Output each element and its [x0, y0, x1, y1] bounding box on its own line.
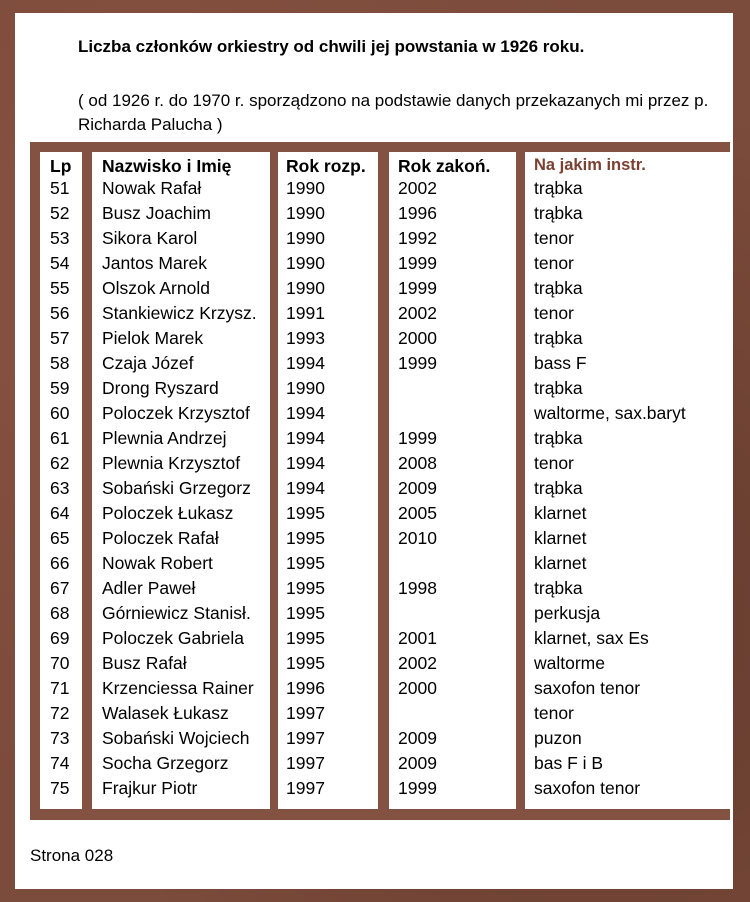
cell-name: Plewnia Krzysztof — [102, 453, 241, 473]
cell-lp: 56 — [50, 303, 70, 323]
cell-start-year: 1990 — [286, 253, 325, 273]
cell-name: Sikora Karol — [102, 228, 198, 248]
cell-lp: 51 — [50, 178, 70, 198]
cell-lp: 57 — [50, 328, 70, 348]
cell-lp: 60 — [50, 403, 70, 423]
cell-lp: 66 — [50, 553, 70, 573]
cell-end-year: 1999 — [398, 428, 437, 448]
cell-instrument: klarnet, sax Es — [534, 628, 649, 648]
cell-instrument: waltorme — [534, 653, 605, 673]
cell-start-year: 1995 — [286, 503, 325, 523]
cell-instrument: trąbka — [534, 478, 583, 498]
cell-end-year: 2010 — [398, 528, 437, 548]
cell-lp: 70 — [50, 653, 70, 673]
cell-lp: 58 — [50, 353, 70, 373]
cell-instrument: tenor — [534, 303, 574, 323]
cell-end-year: 1999 — [398, 278, 437, 298]
cell-instrument: tenor — [534, 228, 574, 248]
cell-name: Czaja Józef — [102, 353, 194, 373]
cell-instrument: waltorme, sax.baryt — [534, 403, 686, 423]
cell-name: Olszok Arnold — [102, 278, 210, 298]
cell-start-year: 1995 — [286, 528, 325, 548]
cell-instrument: tenor — [534, 253, 574, 273]
cell-lp: 61 — [50, 428, 70, 448]
cell-instrument: trąbka — [534, 178, 583, 198]
cell-start-year: 1994 — [286, 453, 325, 473]
cell-instrument: trąbka — [534, 278, 583, 298]
cell-end-year: 2002 — [398, 653, 437, 673]
cell-start-year: 1990 — [286, 278, 325, 298]
header-end-year: Rok zakoń. — [398, 156, 491, 176]
cell-instrument: saxofon tenor — [534, 678, 641, 698]
cell-start-year: 1995 — [286, 553, 325, 573]
header-name: Nazwisko i Imię — [102, 156, 232, 176]
cell-name: Busz Joachim — [102, 203, 211, 223]
cell-end-year: 2000 — [398, 328, 437, 348]
cell-start-year: 1994 — [286, 428, 325, 448]
cell-lp: 63 — [50, 478, 70, 498]
cell-instrument: trąbka — [534, 378, 583, 398]
cell-end-year: 2002 — [398, 303, 437, 323]
cell-name: Stankiewicz Krzysz. — [102, 303, 257, 323]
cell-end-year: 1992 — [398, 228, 437, 248]
cell-name: Busz Rafał — [102, 653, 187, 673]
cell-lp: 54 — [50, 253, 70, 273]
cell-lp: 69 — [50, 628, 70, 648]
cell-instrument: trąbka — [534, 203, 583, 223]
cell-instrument: trąbka — [534, 428, 583, 448]
cell-lp: 68 — [50, 603, 70, 623]
cell-end-year: 1999 — [398, 253, 437, 273]
cell-start-year: 1997 — [286, 703, 325, 723]
cell-instrument: bass F — [534, 353, 587, 373]
cell-start-year: 1991 — [286, 303, 325, 323]
cell-end-year: 2009 — [398, 728, 437, 748]
cell-lp: 74 — [50, 753, 70, 773]
cell-lp: 55 — [50, 278, 70, 298]
cell-instrument: klarnet — [534, 553, 587, 573]
cell-name: Krzenciessa Rainer — [102, 678, 254, 698]
cell-start-year: 1996 — [286, 678, 325, 698]
cell-lp: 62 — [50, 453, 70, 473]
cell-lp: 67 — [50, 578, 70, 598]
page-subtitle: ( od 1926 r. do 1970 r. sporządzono na podstawie danych przekazanych mi przez p. Richarda Palucha ) — [78, 91, 709, 134]
cell-start-year: 1997 — [286, 778, 325, 798]
cell-end-year: 2005 — [398, 503, 437, 523]
cell-name: Frajkur Piotr — [102, 778, 198, 798]
cell-lp: 64 — [50, 503, 70, 523]
cell-instrument: trąbka — [534, 578, 583, 598]
cell-lp: 59 — [50, 378, 70, 398]
cell-lp: 75 — [50, 778, 70, 798]
cell-lp: 52 — [50, 203, 70, 223]
cell-start-year: 1994 — [286, 478, 325, 498]
cell-start-year: 1995 — [286, 578, 325, 598]
cell-start-year: 1997 — [286, 728, 325, 748]
cell-start-year: 1990 — [286, 178, 325, 198]
cell-end-year: 2000 — [398, 678, 437, 698]
cell-name: Pielok Marek — [102, 328, 204, 348]
page-title: Liczba członków orkiestry od chwili jej powstania w 1926 roku. — [78, 37, 585, 56]
header-start-year: Rok rozp. — [286, 156, 366, 176]
cell-start-year: 1994 — [286, 353, 325, 373]
cell-end-year: 2009 — [398, 753, 437, 773]
cell-end-year: 1999 — [398, 353, 437, 373]
cell-start-year: 1995 — [286, 603, 325, 623]
cell-start-year: 1995 — [286, 653, 325, 673]
cell-lp: 73 — [50, 728, 70, 748]
cell-end-year: 1996 — [398, 203, 437, 223]
cell-name: Walasek Łukasz — [102, 703, 229, 723]
page-number: Strona 028 — [30, 846, 114, 865]
cell-name: Poloczek Rafał — [102, 528, 219, 548]
cell-name: Plewnia Andrzej — [102, 428, 227, 448]
cell-name: Poloczek Łukasz — [102, 503, 234, 523]
cell-lp: 72 — [50, 703, 70, 723]
cell-name: Jantos Marek — [102, 253, 208, 273]
header-instrument: Na jakim instr. — [534, 156, 646, 174]
cell-end-year: 2002 — [398, 178, 437, 198]
cell-name: Górniewicz Stanisł. — [102, 603, 251, 623]
cell-end-year: 2001 — [398, 628, 437, 648]
cell-name: Socha Grzegorz — [102, 753, 229, 773]
cell-lp: 65 — [50, 528, 70, 548]
cell-start-year: 1994 — [286, 403, 325, 423]
cell-start-year: 1995 — [286, 628, 325, 648]
cell-name: Sobański Grzegorz — [102, 478, 251, 498]
cell-instrument: trąbka — [534, 328, 583, 348]
cell-name: Poloczek Krzysztof — [102, 403, 250, 423]
cell-instrument: puzon — [534, 728, 582, 748]
cell-name: Nowak Robert — [102, 553, 213, 573]
cell-end-year: 2009 — [398, 478, 437, 498]
cell-name: Adler Paweł — [102, 578, 196, 598]
cell-start-year: 1997 — [286, 753, 325, 773]
cell-name: Drong Ryszard — [102, 378, 219, 398]
cell-instrument: tenor — [534, 703, 574, 723]
cell-name: Nowak Rafał — [102, 178, 202, 198]
cell-end-year: 1998 — [398, 578, 437, 598]
cell-lp: 71 — [50, 678, 70, 698]
cell-end-year: 1999 — [398, 778, 437, 798]
cell-name: Poloczek Gabriela — [102, 628, 245, 648]
cell-end-year: 2008 — [398, 453, 437, 473]
cell-instrument: saxofon tenor — [534, 778, 641, 798]
cell-instrument: klarnet — [534, 528, 587, 548]
cell-start-year: 1990 — [286, 228, 325, 248]
cell-start-year: 1990 — [286, 378, 325, 398]
header-lp: Lp — [50, 156, 72, 176]
cell-start-year: 1990 — [286, 203, 325, 223]
cell-name: Sobański Wojciech — [102, 728, 250, 748]
cell-start-year: 1993 — [286, 328, 325, 348]
cell-lp: 53 — [50, 228, 70, 248]
cell-instrument: perkusja — [534, 603, 601, 623]
cell-instrument: tenor — [534, 453, 574, 473]
cell-instrument: bas F i B — [534, 753, 604, 773]
cell-instrument: klarnet — [534, 503, 587, 523]
